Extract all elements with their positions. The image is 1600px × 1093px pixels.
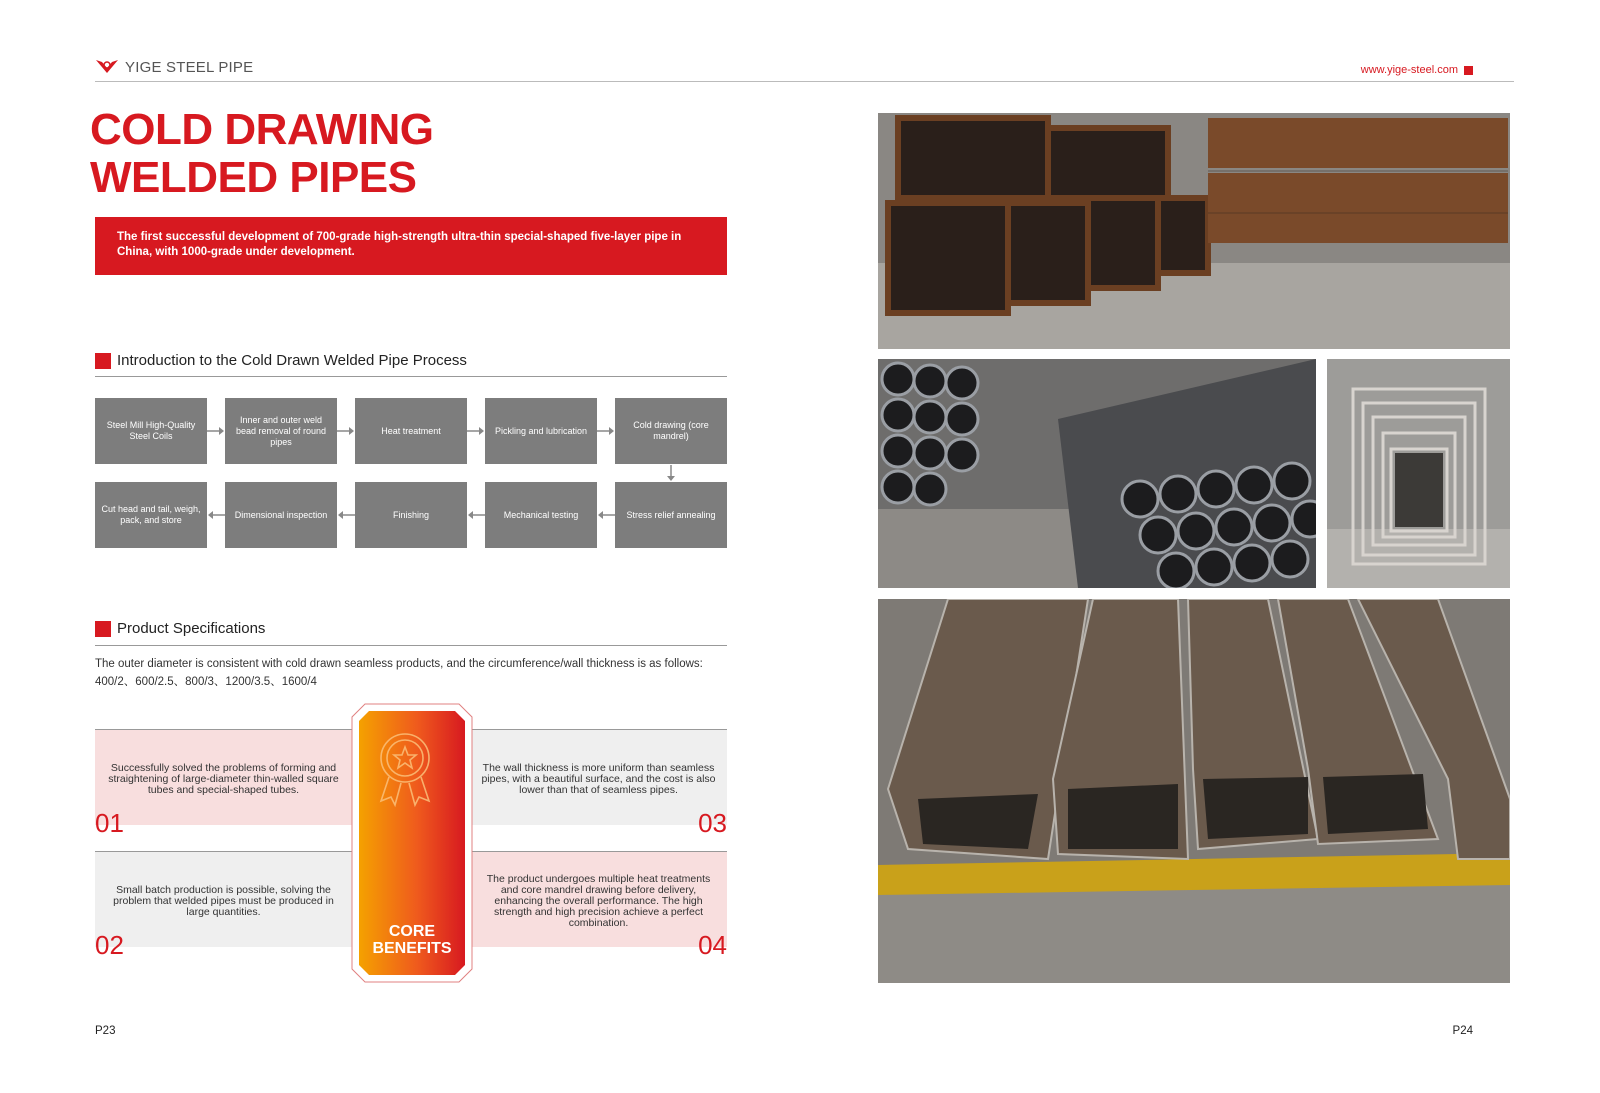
round-pipes-image [878,359,1316,588]
benefit-text: Small batch production is possible, solving the problem that welded pipes must be produced in large quantities. [113,884,334,918]
site-url-text[interactable]: www.yige-steel.com [1360,64,1458,76]
core-label-line-1: CORE [388,923,436,940]
brand-logo [95,58,253,76]
arrow-right-icon [467,426,485,436]
benefit-text: Successfully solved the problems of forming and straightening of large-diameter thin-walled square tubes and special-shaped tubes. [108,762,339,796]
benefit-number: 01 [95,808,124,838]
process-step: Heat treatment [355,398,467,464]
specs-text: The outer diameter is consistent with cold drawn seamless products, and the circumference/wall thickness is as follows: 400/2、600/2.5、800/3、1200/3.5、1600/4 [95,658,703,688]
core-label-line-2: BENEFITS [372,940,452,957]
arrow-right-icon [207,426,225,436]
arrow-right-icon [597,426,615,436]
brand-wing-icon [95,58,119,76]
specs-heading-text: Product Specifications [117,620,266,637]
brand-name: YIGE STEEL PIPE [125,58,254,76]
page-title [90,106,434,202]
special-shaped-tubes-image [878,599,1510,983]
process-step: Finishing [355,482,467,548]
benefit-card [470,729,727,838]
title-line-1: COLD DRAWING [90,105,434,154]
benefit-text: The wall thickness is more uniform than seamless pipes, with a beautiful surface, and the cost is also lower than that of seamless pipes. [481,762,716,796]
arrow-left-icon [207,510,225,520]
arrow-right-icon [337,426,355,436]
title-line-2: WELDED PIPES [90,153,417,202]
specs-heading [95,620,265,637]
header-divider [95,81,1514,82]
page-number-left: P23 [95,1025,116,1037]
photo-round-pipes [878,359,1316,588]
square-tubes-image [878,113,1510,349]
site-url[interactable] [1361,64,1473,76]
process-step: Cold drawing (core mandrel) [615,398,727,464]
page-number-right: P24 [1452,1025,1473,1037]
benefit-card [470,851,727,960]
arrow-left-icon [597,510,615,520]
highlight-banner: The first successful development of 700-grade high-strength ultra-thin special-shaped five-layer pipe in China, with 1000-grade under development. [95,217,727,275]
arrow-left-icon [467,510,485,520]
process-step: Pickling and lubrication [485,398,597,464]
core-benefits-label [351,923,473,957]
benefit-text: The product undergoes multiple heat treatments and core mandrel drawing before delivery, enhancing the overall performance. The high strength and high precision achieve a perfect combination. [486,873,711,929]
process-divider [95,376,727,377]
benefit-number: 04 [698,930,727,960]
specs-divider [95,645,727,646]
process-heading [95,352,467,369]
square-bullet-icon [95,621,111,637]
square-bullet-icon [95,353,111,369]
process-step: Mechanical testing [485,482,597,548]
process-step: Dimensional inspection [225,482,337,548]
benefit-number: 03 [698,808,727,838]
process-step: Steel Mill High-Quality Steel Coils [95,398,207,464]
arrow-down-icon [666,465,676,482]
core-benefits-badge [351,703,473,983]
square-icon [1464,66,1473,75]
benefit-card [95,729,352,838]
process-heading-text: Introduction to the Cold Drawn Welded Pipe Process [117,352,467,369]
benefit-number: 02 [95,930,124,960]
process-step: Stress relief annealing [615,482,727,548]
process-step: Cut head and tail, weigh, pack, and store [95,482,207,548]
photo-nested-profiles [1327,359,1510,588]
benefit-card [95,851,352,960]
arrow-left-icon [337,510,355,520]
nested-profiles-image [1327,359,1510,588]
process-step: Inner and outer weld bead removal of round pipes [225,398,337,464]
photo-special-shaped-tubes [878,599,1510,983]
photo-square-tubes-stacked [878,113,1510,349]
